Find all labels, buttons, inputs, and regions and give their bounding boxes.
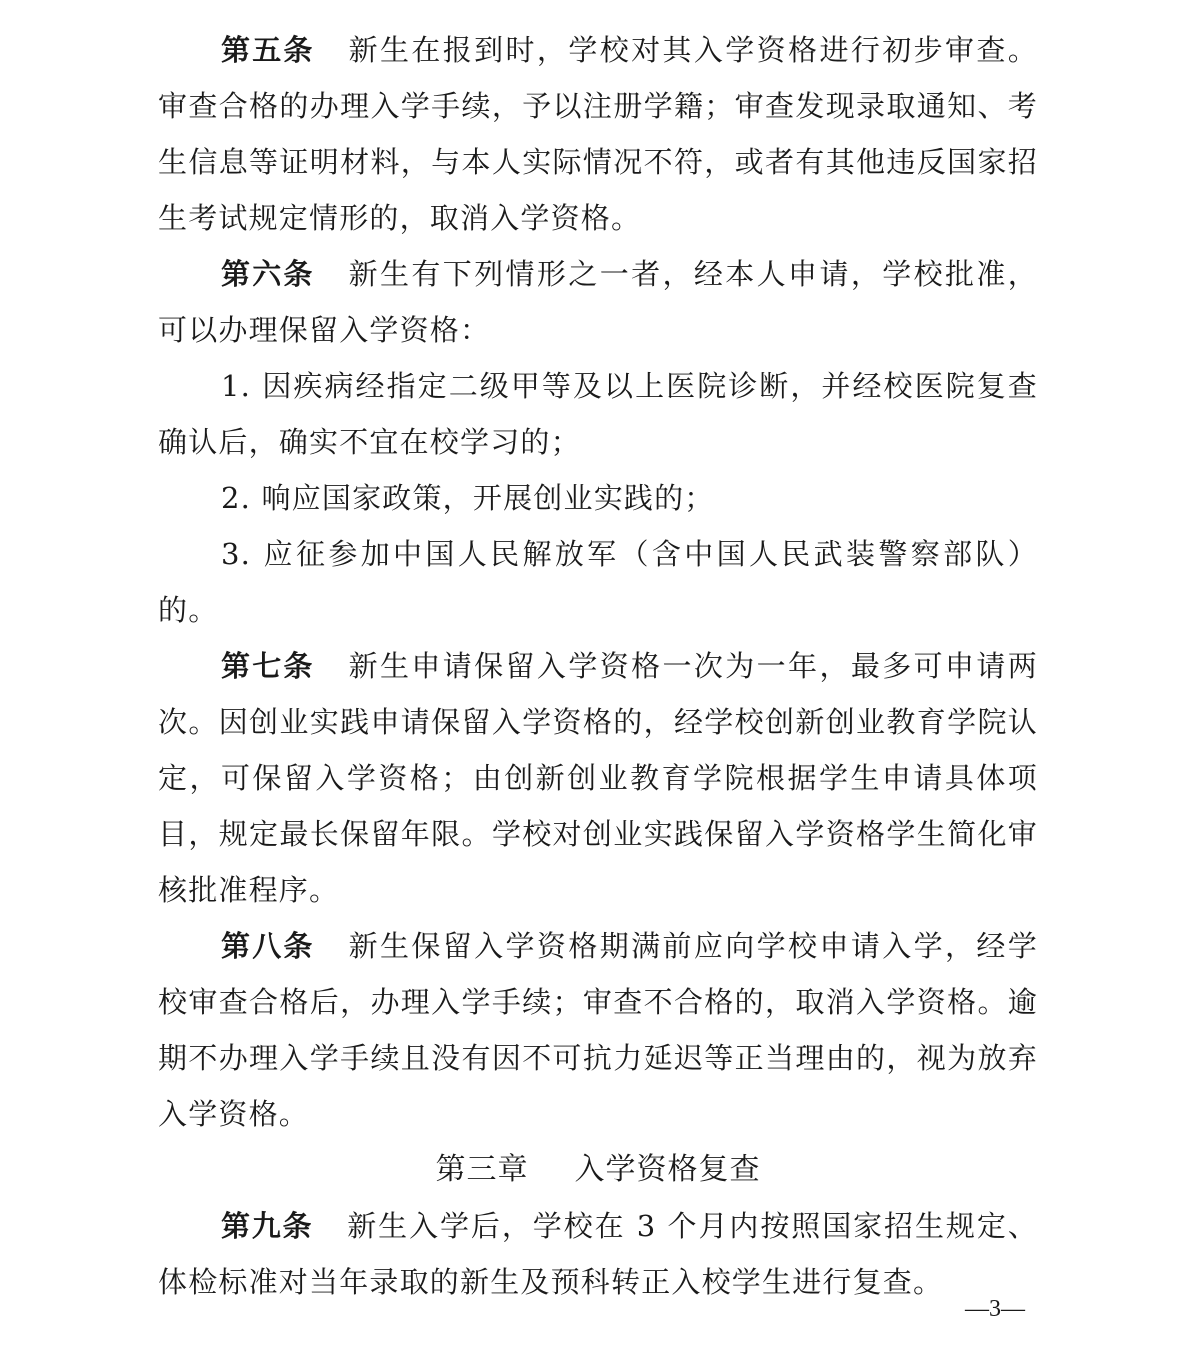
- chapter-heading: [158, 1142, 1038, 1198]
- article-5: [158, 22, 1038, 246]
- article-text: 新生申请保留入学资格一次为一年，最多可申请两次。因创业实践申请保留入学资格的，经学校创新创业教育学院认定，可保留入学资格；由创新创业教育学院根据学生申请具体项目，规定最长保留年限。学校对创业实践保留入学资格学生简化审核批准程序。: [158, 649, 1038, 907]
- list-item: 3. 应征参加中国人民解放军（含中国人民武装警察部队）的。: [158, 537, 1038, 627]
- article-text: 新生保留入学资格期满前应向学校申请入学，经学校审查合格后，办理入学手续；审查不合格的，取消入学资格。逾期不办理入学手续且没有因不可抗力延迟等正当理由的，视为放弃入学资格。: [158, 929, 1038, 1131]
- chapter-number: 第三章: [435, 1152, 529, 1187]
- article-6: [158, 246, 1038, 358]
- page-number: —3—: [965, 1296, 1025, 1322]
- article-text: 新生入学后，学校在 3 个月内按照国家招生规定、体检标准对当年录取的新生及预科转正入校学生进行复查。: [158, 1209, 1038, 1299]
- document-page: [158, 22, 1038, 1310]
- article-7: [158, 638, 1038, 918]
- article-label: 第八条: [221, 929, 315, 963]
- article-label: 第九条: [221, 1209, 314, 1243]
- article-text: 新生有下列情形之一者，经本人申请，学校批准，可以办理保留入学资格：: [158, 257, 1038, 347]
- article-text: 新生在报到时，学校对其入学资格进行初步审查。审查合格的办理入学手续，予以注册学籍；审查发现录取通知、考生信息等证明材料，与本人实际情况不符，或者有其他违反国家招生考试规定情形的，取消入学资格。: [158, 33, 1038, 235]
- list-item: 2. 响应国家政策，开展创业实践的；: [221, 481, 715, 515]
- article-label: 第七条: [221, 649, 315, 683]
- article-9: [158, 1198, 1038, 1310]
- article-label: 第五条: [221, 33, 315, 67]
- article-label: 第六条: [221, 257, 315, 291]
- list-item: 1. 因疾病经指定二级甲等及以上医院诊断，并经校医院复查确认后，确实不宜在校学习的；: [158, 369, 1038, 459]
- chapter-title: 入学资格复查: [574, 1152, 761, 1187]
- article-8: [158, 918, 1038, 1142]
